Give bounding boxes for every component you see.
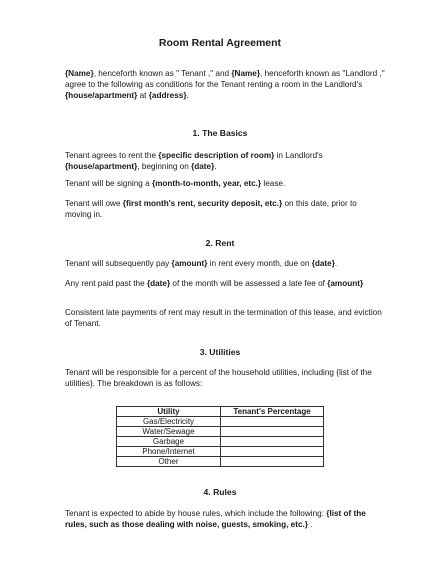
- placeholder-address: {address}: [148, 91, 187, 100]
- section-heading-rent: 2. Rent: [205, 238, 235, 248]
- placeholder-rules-list: {list of the rules, such as those dealing with noise, guests, smoking, etc.}: [65, 509, 366, 529]
- table-cell-percentage: [221, 437, 324, 447]
- table-cell-percentage: [221, 457, 324, 467]
- table-row: [117, 437, 324, 447]
- placeholder-landlord-name: {Name}: [231, 69, 261, 78]
- table-row: [117, 457, 324, 467]
- basics-paragraph-2: Tenant will be signing a {month-to-month, year, etc.} lease.: [65, 179, 286, 188]
- section-heading-rules: 4. Rules: [203, 487, 237, 497]
- basics-paragraph-3: Tenant will owe {first month's rent, security deposit, etc.} on this date, prior to moving in.: [65, 199, 357, 219]
- placeholder-date: {date}: [191, 162, 215, 171]
- table-row: [117, 447, 324, 457]
- table-header-percentage: Tenant's Percentage: [221, 407, 324, 417]
- table-cell-utility: Other: [117, 457, 221, 467]
- table-header-row: [117, 407, 324, 417]
- placeholder-amount: {amount}: [171, 259, 208, 268]
- table-row: [117, 427, 324, 437]
- rules-paragraph: Tenant is expected to abide by house rules, which include the following: {list of the rules, such as those dealing with noise, guests, smoking, etc.} .: [65, 509, 366, 529]
- utilities-table: [116, 406, 324, 467]
- table-header-utility: Utility: [117, 407, 221, 417]
- placeholder-house-apartment: {house/apartment}: [65, 162, 138, 171]
- table-cell-utility: Phone/Internet: [117, 447, 221, 457]
- table-cell-percentage: [221, 447, 324, 457]
- table-cell-utility: Water/Sewage: [117, 427, 221, 437]
- rent-paragraph-3: Consistent late payments of rent may result in the termination of this lease, and eviction of Tenant.: [65, 308, 382, 328]
- placeholder-lease-term: {month-to-month, year, etc.}: [151, 179, 262, 188]
- table-cell-utility: Gas/Electricity: [117, 417, 221, 427]
- table-cell-percentage: [221, 417, 324, 427]
- section-heading-basics: 1. The Basics: [192, 128, 248, 138]
- placeholder-amount: {amount}: [327, 279, 364, 288]
- table-cell-utility: Garbage: [117, 437, 221, 447]
- table-row: [117, 417, 324, 427]
- placeholder-tenant-name: {Name}: [65, 69, 94, 78]
- document-title: Room Rental Agreement: [158, 37, 282, 49]
- section-heading-utilities: 3. Utilities: [199, 347, 241, 357]
- placeholder-house-apartment: {house/apartment}: [65, 91, 138, 100]
- intro-paragraph: {Name}, henceforth known as " Tenant ," and {Name}, henceforth known as "Landlord ," agree to the following as conditions for the Tenant renting a room in the Landlord's {house/apartment} at {address}.: [65, 69, 385, 100]
- placeholder-room-description: {specific description of room}: [158, 151, 275, 160]
- placeholder-date: {date}: [311, 259, 335, 268]
- placeholder-move-in-costs: {first month's rent, security deposit, etc.}: [122, 199, 283, 208]
- table-cell-percentage: [221, 427, 324, 437]
- basics-paragraph-1: Tenant agrees to rent the {specific description of room} in Landlord's {house/apartment}, beginning on {date}.: [65, 151, 323, 171]
- placeholder-date: {date}: [146, 279, 171, 288]
- rent-paragraph-1: Tenant will subsequently pay {amount} in rent every month, due on {date}.: [65, 259, 338, 268]
- utilities-paragraph: Tenant will be responsible for a percent of the household utilities, including {list of the utilities}. The breakdown is as follows:: [65, 368, 372, 388]
- rent-paragraph-2: Any rent paid past the {date} of the month will be assessed a late fee of {amount}: [65, 279, 364, 288]
